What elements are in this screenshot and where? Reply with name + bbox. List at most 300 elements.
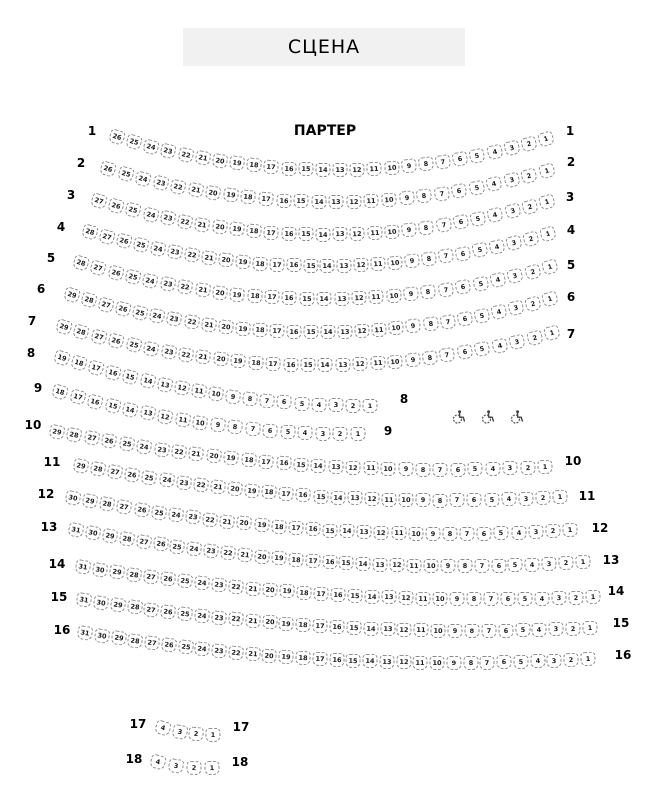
seat-row15-5[interactable]: 5 (515, 623, 530, 637)
seat-row12-4[interactable]: 4 (511, 525, 527, 540)
seat-row14-8[interactable]: 8 (466, 592, 481, 606)
seat-row7-17[interactable]: 17 (265, 356, 281, 371)
seat-row1-13[interactable]: 13 (333, 163, 348, 177)
seat-row11-27[interactable]: 27 (107, 464, 124, 480)
seat-row4-14[interactable]: 14 (320, 259, 335, 273)
wheelchair-seat-3[interactable] (509, 409, 525, 425)
seat-row7-25[interactable]: 25 (125, 337, 143, 354)
seat-row2-12[interactable]: 12 (346, 194, 361, 208)
seat-row1-9[interactable]: 9 (401, 158, 417, 173)
seat-row2-11[interactable]: 11 (364, 194, 380, 209)
seat-row16-8[interactable]: 8 (463, 656, 478, 670)
seat-row8-1[interactable]: 1 (363, 399, 378, 413)
seat-row11-9[interactable]: 9 (416, 493, 431, 507)
seat-row18-4[interactable]: 4 (149, 753, 167, 770)
seat-row9-12[interactable]: 12 (157, 409, 174, 425)
seat-row1-14[interactable]: 14 (315, 163, 330, 177)
seat-row10-21[interactable]: 21 (188, 446, 205, 462)
seat-row9-14[interactable]: 14 (121, 401, 139, 418)
seat-row10-19[interactable]: 19 (223, 451, 239, 467)
seat-row13-8[interactable]: 8 (457, 559, 472, 573)
seat-row16-27[interactable]: 27 (144, 635, 161, 651)
seat-row11-20[interactable]: 20 (227, 481, 243, 497)
seat-row11-23[interactable]: 23 (175, 475, 192, 491)
seat-row11-6[interactable]: 6 (467, 493, 482, 507)
seat-row10-28[interactable]: 28 (66, 427, 83, 443)
seat-row1-11[interactable]: 11 (367, 162, 383, 177)
seat-row14-5[interactable]: 5 (517, 592, 532, 606)
seat-row12-13[interactable]: 13 (357, 525, 373, 540)
seat-row15-29[interactable]: 29 (109, 597, 126, 613)
seat-row2-8[interactable]: 8 (416, 188, 433, 204)
seat-row14-24[interactable]: 24 (194, 575, 210, 591)
seat-row5-15[interactable]: 15 (299, 292, 314, 306)
seat-row4-25[interactable]: 25 (132, 237, 150, 254)
seat-row16-4[interactable]: 4 (530, 654, 546, 669)
seat-row14-2[interactable]: 2 (568, 590, 584, 605)
seat-row8-10[interactable]: 10 (208, 386, 225, 402)
seat-row1-4[interactable]: 4 (486, 144, 504, 161)
seat-row7-14[interactable]: 14 (318, 358, 333, 372)
seat-row15-11[interactable]: 11 (414, 623, 429, 637)
seat-row16-28[interactable]: 28 (127, 633, 144, 649)
seat-row6-2[interactable]: 2 (524, 295, 542, 312)
seat-row15-16[interactable]: 16 (329, 620, 345, 635)
seat-row17-4[interactable]: 4 (154, 719, 172, 737)
seat-row3-10[interactable]: 10 (384, 224, 400, 239)
seat-row13-28[interactable]: 28 (118, 531, 135, 547)
seat-row6-19[interactable]: 19 (235, 321, 251, 336)
seat-row13-10[interactable]: 10 (423, 559, 438, 573)
seat-row16-19[interactable]: 19 (278, 649, 294, 664)
seat-row6-7[interactable]: 7 (439, 314, 456, 330)
seat-row17-1[interactable]: 1 (205, 728, 220, 742)
seat-row16-3[interactable]: 3 (547, 653, 563, 668)
seat-row16-14[interactable]: 14 (362, 654, 378, 669)
seat-row13-26[interactable]: 26 (152, 536, 169, 552)
seat-row16-9[interactable]: 9 (446, 656, 461, 670)
seat-row11-7[interactable]: 7 (450, 493, 465, 507)
seat-row11-14[interactable]: 14 (330, 490, 346, 505)
seat-row3-14[interactable]: 14 (315, 227, 330, 241)
seat-row16-23[interactable]: 23 (211, 643, 227, 658)
seat-row12-9[interactable]: 9 (425, 527, 440, 541)
seat-row15-3[interactable]: 3 (549, 622, 564, 636)
seat-row13-31[interactable]: 31 (67, 522, 84, 539)
seat-row6-14[interactable]: 14 (320, 325, 335, 339)
seat-row5-9[interactable]: 9 (403, 286, 419, 302)
seat-row7-3[interactable]: 3 (508, 333, 526, 350)
seat-row7-26[interactable]: 26 (107, 332, 125, 349)
seat-row5-2[interactable]: 2 (524, 263, 542, 280)
seat-row8-19[interactable]: 19 (53, 349, 71, 367)
seat-row10-16[interactable]: 16 (276, 456, 292, 471)
seat-row15-28[interactable]: 28 (126, 600, 143, 616)
seat-row1-20[interactable]: 20 (211, 153, 228, 169)
seat-row14-22[interactable]: 22 (228, 579, 244, 594)
seat-row11-24[interactable]: 24 (158, 472, 175, 488)
seat-row15-2[interactable]: 2 (565, 621, 581, 636)
seat-row2-16[interactable]: 16 (276, 193, 292, 208)
seat-row9-5[interactable]: 5 (280, 425, 296, 440)
seat-row5-8[interactable]: 8 (420, 284, 437, 300)
seat-row7-10[interactable]: 10 (387, 354, 403, 369)
seat-row13-3[interactable]: 3 (541, 556, 557, 571)
seat-row16-22[interactable]: 22 (228, 645, 244, 660)
seat-row11-21[interactable]: 21 (210, 479, 227, 495)
seat-row7-11[interactable]: 11 (370, 355, 386, 370)
seat-row14-20[interactable]: 20 (262, 582, 278, 597)
seat-row4-15[interactable]: 15 (303, 259, 318, 273)
seat-row7-1[interactable]: 1 (543, 324, 561, 341)
seat-row9-3[interactable]: 3 (315, 426, 330, 440)
seat-row9-8[interactable]: 8 (227, 420, 244, 436)
seat-row11-25[interactable]: 25 (141, 470, 158, 486)
seat-row12-5[interactable]: 5 (494, 526, 509, 540)
seat-row6-10[interactable]: 10 (388, 321, 404, 336)
seat-row1-17[interactable]: 17 (263, 160, 279, 175)
seat-row10-29[interactable]: 29 (48, 424, 65, 441)
seat-row8-18[interactable]: 18 (70, 354, 88, 372)
seat-row13-15[interactable]: 15 (339, 556, 355, 571)
seat-row16-2[interactable]: 2 (563, 653, 579, 668)
seat-row7-9[interactable]: 9 (404, 352, 420, 368)
seat-row9-7[interactable]: 7 (245, 422, 261, 437)
seat-row15-6[interactable]: 6 (498, 623, 513, 637)
seat-row16-5[interactable]: 5 (513, 655, 528, 669)
seat-row6-3[interactable]: 3 (507, 299, 525, 316)
seat-row15-17[interactable]: 17 (312, 619, 328, 634)
seat-row4-24[interactable]: 24 (149, 241, 167, 258)
seat-row3-11[interactable]: 11 (367, 225, 383, 240)
seat-row10-23[interactable]: 23 (153, 442, 170, 458)
seat-row11-3[interactable]: 3 (518, 491, 534, 506)
seat-row15-9[interactable]: 9 (448, 624, 463, 638)
seat-row2-21[interactable]: 21 (187, 182, 204, 198)
seat-row12-16[interactable]: 16 (305, 522, 321, 537)
seat-row12-28[interactable]: 28 (99, 496, 116, 512)
seat-row5-24[interactable]: 24 (142, 272, 160, 289)
seat-row2-17[interactable]: 17 (258, 192, 274, 207)
seat-row2-6[interactable]: 6 (451, 183, 468, 199)
seat-row11-10[interactable]: 10 (398, 493, 413, 507)
seat-row14-18[interactable]: 18 (296, 585, 312, 600)
seat-row6-16[interactable]: 16 (286, 324, 301, 338)
seat-row5-20[interactable]: 20 (212, 285, 229, 301)
seat-row8-13[interactable]: 13 (156, 376, 174, 393)
seat-row4-9[interactable]: 9 (404, 253, 420, 269)
seat-row14-1[interactable]: 1 (585, 590, 601, 605)
seat-row5-3[interactable]: 3 (506, 267, 524, 284)
seat-row5-16[interactable]: 16 (282, 291, 298, 306)
seat-row4-18[interactable]: 18 (252, 256, 268, 271)
seat-row13-21[interactable]: 21 (237, 547, 253, 562)
seat-row7-20[interactable]: 20 (213, 352, 229, 368)
seat-row5-6[interactable]: 6 (455, 279, 472, 295)
seat-row2-18[interactable]: 18 (240, 190, 256, 206)
seat-row4-27[interactable]: 27 (98, 228, 116, 245)
seat-row12-20[interactable]: 20 (236, 516, 252, 531)
seat-row1-22[interactable]: 22 (177, 146, 195, 163)
seat-row7-5[interactable]: 5 (474, 341, 491, 358)
seat-row16-20[interactable]: 20 (261, 648, 277, 663)
seat-row7-7[interactable]: 7 (439, 347, 456, 363)
seat-row2-26[interactable]: 26 (99, 160, 117, 178)
seat-row3-26[interactable]: 26 (107, 197, 125, 214)
seat-row3-25[interactable]: 25 (124, 202, 142, 219)
seat-row7-21[interactable]: 21 (195, 349, 212, 365)
seat-row4-26[interactable]: 26 (115, 233, 133, 250)
seat-row4-20[interactable]: 20 (217, 252, 234, 268)
seat-row13-22[interactable]: 22 (220, 545, 236, 561)
seat-row2-14[interactable]: 14 (311, 195, 326, 209)
seat-row10-18[interactable]: 18 (241, 452, 257, 467)
seat-row14-30[interactable]: 30 (92, 562, 109, 578)
seat-row9-17[interactable]: 17 (68, 388, 86, 405)
seat-row14-26[interactable]: 26 (160, 571, 177, 587)
seat-row13-5[interactable]: 5 (508, 558, 523, 572)
seat-row7-24[interactable]: 24 (142, 340, 159, 357)
seat-row15-1[interactable]: 1 (582, 621, 598, 636)
seat-row7-29[interactable]: 29 (55, 318, 73, 336)
seat-row14-6[interactable]: 6 (500, 592, 515, 606)
seat-row15-21[interactable]: 21 (245, 613, 261, 628)
seat-row2-5[interactable]: 5 (468, 180, 485, 197)
seat-row12-22[interactable]: 22 (202, 512, 219, 528)
seat-row8-11[interactable]: 11 (190, 383, 207, 399)
seat-row16-7[interactable]: 7 (480, 656, 495, 670)
seat-row4-2[interactable]: 2 (522, 230, 540, 247)
seat-row4-11[interactable]: 11 (370, 257, 386, 272)
seat-row9-1[interactable]: 1 (350, 427, 365, 441)
seat-row1-25[interactable]: 25 (125, 133, 143, 151)
seat-row8-5[interactable]: 5 (294, 396, 310, 411)
seat-row8-6[interactable]: 6 (276, 395, 292, 410)
seat-row11-29[interactable]: 29 (72, 458, 89, 475)
seat-row4-22[interactable]: 22 (183, 247, 200, 263)
seat-row1-15[interactable]: 15 (298, 162, 314, 177)
seat-row5-26[interactable]: 26 (107, 264, 125, 281)
seat-row15-19[interactable]: 19 (278, 616, 294, 631)
seat-row11-12[interactable]: 12 (364, 492, 380, 507)
seat-row12-26[interactable]: 26 (133, 502, 150, 518)
seat-row15-12[interactable]: 12 (397, 623, 412, 637)
seat-row3-23[interactable]: 23 (159, 210, 177, 227)
seat-row15-27[interactable]: 27 (143, 602, 160, 618)
seat-row12-8[interactable]: 8 (443, 527, 458, 541)
seat-row10-12[interactable]: 12 (345, 460, 361, 475)
seat-row11-2[interactable]: 2 (535, 491, 551, 506)
seat-row6-8[interactable]: 8 (422, 316, 439, 332)
seat-row2-9[interactable]: 9 (398, 190, 414, 205)
seat-row12-23[interactable]: 23 (185, 510, 202, 526)
seat-row9-6[interactable]: 6 (262, 423, 278, 438)
seat-row14-17[interactable]: 17 (313, 586, 329, 601)
seat-row9-10[interactable]: 10 (192, 415, 209, 431)
seat-row7-8[interactable]: 8 (422, 350, 439, 366)
seat-row13-11[interactable]: 11 (406, 558, 421, 572)
seat-row1-12[interactable]: 12 (350, 162, 365, 176)
seat-row5-25[interactable]: 25 (124, 268, 142, 285)
seat-row3-17[interactable]: 17 (263, 225, 279, 240)
seat-row10-7[interactable]: 7 (433, 463, 448, 477)
seat-row12-10[interactable]: 10 (408, 527, 423, 541)
seat-row3-18[interactable]: 18 (246, 224, 262, 239)
seat-row13-9[interactable]: 9 (440, 559, 455, 573)
seat-row7-22[interactable]: 22 (178, 347, 195, 363)
seat-row9-13[interactable]: 13 (139, 405, 156, 422)
seat-row13-18[interactable]: 18 (288, 552, 304, 567)
seat-row3-21[interactable]: 21 (194, 217, 211, 233)
seat-row11-26[interactable]: 26 (124, 467, 141, 483)
seat-row10-22[interactable]: 22 (171, 444, 188, 460)
seat-row13-1[interactable]: 1 (575, 555, 591, 570)
seat-row2-3[interactable]: 3 (503, 172, 521, 189)
seat-row14-23[interactable]: 23 (211, 577, 227, 593)
seat-row12-12[interactable]: 12 (374, 526, 389, 540)
seat-row16-15[interactable]: 15 (345, 653, 361, 668)
seat-row8-15[interactable]: 15 (122, 368, 140, 385)
seat-row13-16[interactable]: 16 (322, 555, 338, 570)
seat-row13-29[interactable]: 29 (101, 528, 118, 544)
seat-row1-23[interactable]: 23 (160, 142, 178, 159)
seat-row2-24[interactable]: 24 (134, 170, 152, 187)
seat-row13-20[interactable]: 20 (254, 549, 270, 564)
seat-row13-17[interactable]: 17 (305, 553, 321, 568)
seat-row16-11[interactable]: 11 (413, 656, 428, 670)
seat-row3-22[interactable]: 22 (177, 213, 194, 229)
seat-row13-30[interactable]: 30 (84, 525, 101, 541)
seat-row14-13[interactable]: 13 (381, 590, 397, 605)
seat-row4-28[interactable]: 28 (81, 223, 99, 241)
seat-row4-8[interactable]: 8 (421, 251, 438, 267)
seat-row12-25[interactable]: 25 (150, 505, 167, 521)
seat-row12-21[interactable]: 21 (219, 514, 235, 530)
seat-row6-18[interactable]: 18 (252, 322, 268, 337)
seat-row17-3[interactable]: 3 (171, 724, 188, 741)
seat-row7-23[interactable]: 23 (160, 344, 177, 360)
seat-row8-9[interactable]: 9 (225, 389, 242, 405)
seat-row10-10[interactable]: 10 (380, 462, 395, 476)
seat-row2-4[interactable]: 4 (486, 176, 504, 193)
seat-row3-24[interactable]: 24 (142, 206, 160, 223)
seat-row6-11[interactable]: 11 (371, 322, 387, 337)
seat-row5-19[interactable]: 19 (229, 287, 245, 302)
seat-row15-7[interactable]: 7 (481, 624, 496, 638)
seat-row11-17[interactable]: 17 (278, 486, 294, 501)
seat-row3-20[interactable]: 20 (211, 219, 228, 235)
seat-row2-2[interactable]: 2 (520, 167, 538, 184)
seat-row6-6[interactable]: 6 (456, 311, 473, 327)
seat-row15-18[interactable]: 18 (295, 617, 311, 632)
seat-row6-9[interactable]: 9 (405, 319, 422, 335)
seat-row16-12[interactable]: 12 (396, 655, 411, 669)
seat-row13-12[interactable]: 12 (389, 558, 404, 572)
seat-row5-27[interactable]: 27 (89, 259, 107, 276)
seat-row4-3[interactable]: 3 (505, 234, 523, 251)
seat-row13-24[interactable]: 24 (186, 541, 203, 557)
seat-row9-2[interactable]: 2 (333, 427, 348, 441)
seat-row5-21[interactable]: 21 (194, 282, 211, 298)
seat-row11-19[interactable]: 19 (244, 483, 260, 498)
seat-row4-1[interactable]: 1 (539, 225, 557, 243)
seat-row1-26[interactable]: 26 (108, 128, 126, 146)
seat-row13-27[interactable]: 27 (135, 534, 152, 550)
seat-row2-15[interactable]: 15 (293, 194, 309, 209)
seat-row3-4[interactable]: 4 (486, 207, 504, 224)
seat-row16-1[interactable]: 1 (580, 652, 596, 667)
seat-row10-25[interactable]: 25 (118, 436, 135, 452)
seat-row3-6[interactable]: 6 (452, 214, 469, 230)
seat-row2-10[interactable]: 10 (381, 192, 397, 207)
seat-row1-3[interactable]: 3 (503, 140, 521, 157)
seat-row1-18[interactable]: 18 (246, 158, 262, 174)
seat-row4-17[interactable]: 17 (269, 257, 285, 272)
seat-row3-12[interactable]: 12 (350, 226, 366, 241)
seat-row14-15[interactable]: 15 (347, 589, 363, 604)
seat-row5-4[interactable]: 4 (489, 272, 507, 289)
seat-row16-21[interactable]: 21 (245, 646, 261, 661)
seat-row13-19[interactable]: 19 (271, 551, 287, 566)
seat-row15-20[interactable]: 20 (261, 615, 277, 630)
seat-row15-24[interactable]: 24 (194, 608, 210, 624)
seat-row7-13[interactable]: 13 (335, 357, 350, 371)
seat-row11-8[interactable]: 8 (433, 493, 448, 507)
seat-row15-23[interactable]: 23 (211, 610, 227, 625)
seat-row11-22[interactable]: 22 (192, 477, 209, 493)
seat-row10-3[interactable]: 3 (502, 461, 517, 475)
seat-row8-17[interactable]: 17 (87, 359, 105, 376)
seat-row18-3[interactable]: 3 (167, 758, 184, 774)
seat-row14-10[interactable]: 10 (432, 592, 447, 606)
seat-row17-2[interactable]: 2 (188, 727, 204, 742)
seat-row7-12[interactable]: 12 (352, 357, 368, 372)
seat-row16-26[interactable]: 26 (161, 637, 178, 653)
seat-row7-2[interactable]: 2 (526, 329, 544, 346)
seat-row14-25[interactable]: 25 (177, 573, 194, 589)
seat-row2-23[interactable]: 23 (152, 174, 170, 191)
seat-row4-6[interactable]: 6 (455, 245, 472, 261)
seat-row6-27[interactable]: 27 (97, 296, 115, 313)
seat-row14-12[interactable]: 12 (398, 591, 413, 605)
seat-row6-1[interactable]: 1 (541, 290, 559, 308)
seat-row16-24[interactable]: 24 (194, 641, 210, 657)
seat-row6-5[interactable]: 5 (473, 307, 490, 324)
seat-row12-18[interactable]: 18 (271, 519, 287, 534)
seat-row5-13[interactable]: 13 (334, 292, 349, 306)
seat-row4-12[interactable]: 12 (354, 258, 370, 273)
seat-row12-6[interactable]: 6 (477, 526, 492, 540)
seat-row3-8[interactable]: 8 (418, 220, 435, 236)
seat-row11-11[interactable]: 11 (381, 492, 396, 506)
seat-row1-19[interactable]: 19 (229, 155, 246, 171)
seat-row15-13[interactable]: 13 (380, 622, 395, 637)
seat-row1-6[interactable]: 6 (452, 151, 469, 167)
seat-row7-27[interactable]: 27 (90, 328, 108, 345)
seat-row9-4[interactable]: 4 (298, 426, 314, 441)
seat-row3-16[interactable]: 16 (281, 226, 297, 241)
seat-row12-30[interactable]: 30 (64, 490, 81, 507)
seat-row12-2[interactable]: 2 (545, 524, 561, 539)
seat-row1-24[interactable]: 24 (142, 138, 160, 155)
seat-row12-29[interactable]: 29 (81, 493, 98, 509)
seat-row6-25[interactable]: 25 (131, 304, 149, 321)
seat-row1-1[interactable]: 1 (537, 130, 555, 148)
seat-row9-15[interactable]: 15 (104, 397, 122, 414)
seat-row7-18[interactable]: 18 (248, 355, 264, 370)
seat-row6-23[interactable]: 23 (166, 311, 183, 327)
seat-row10-17[interactable]: 17 (258, 454, 274, 469)
